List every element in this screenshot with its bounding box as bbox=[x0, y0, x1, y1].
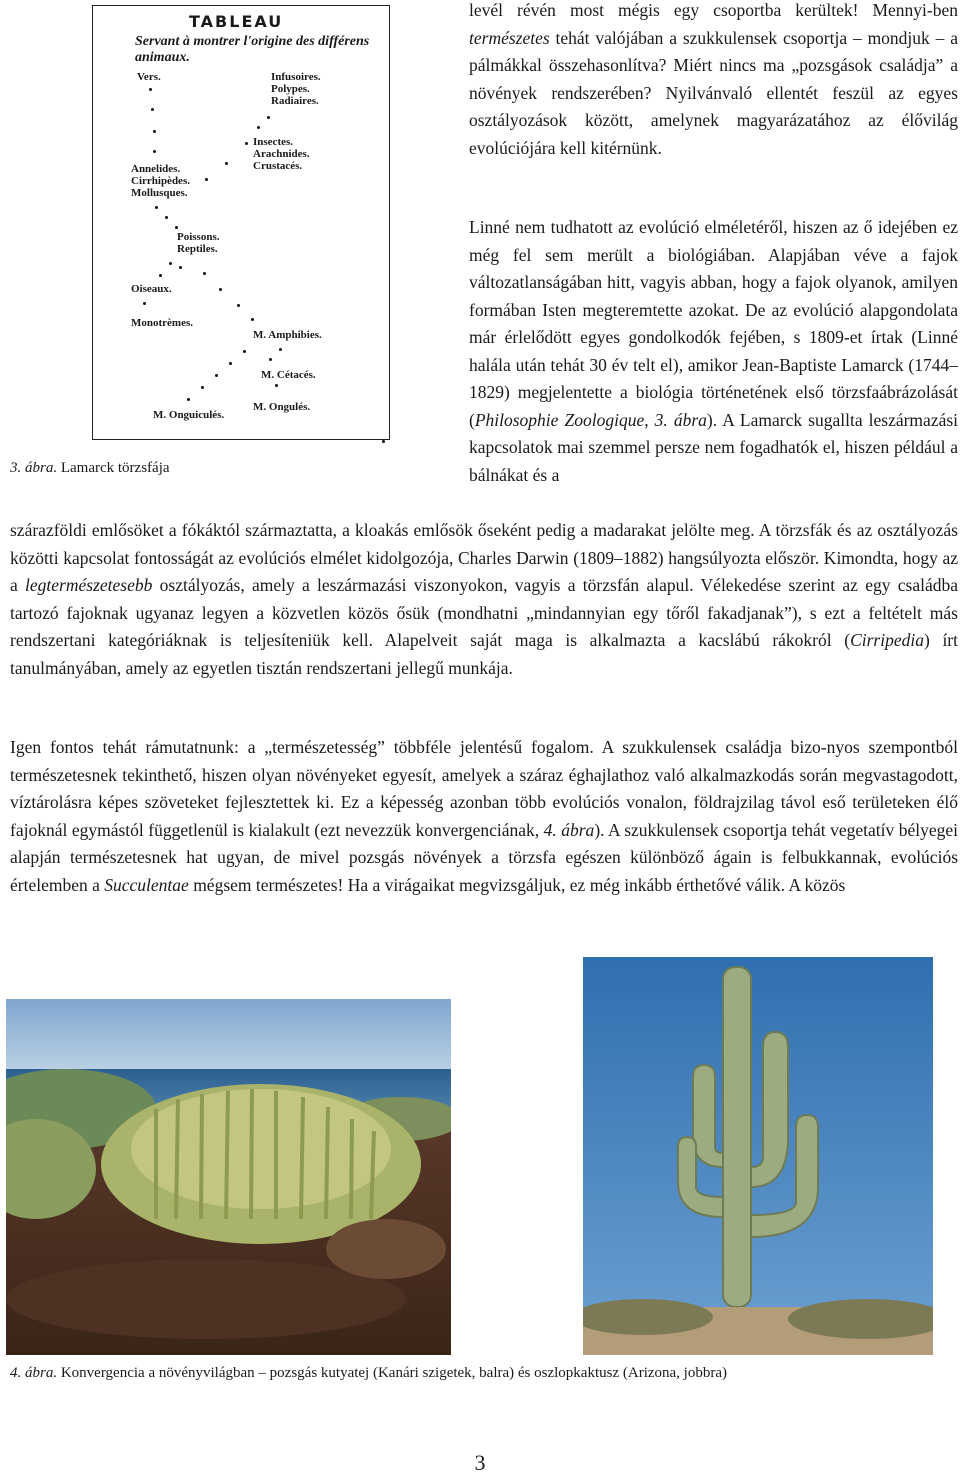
label-infusoires: Infusoires. bbox=[271, 71, 321, 83]
tree-dot bbox=[203, 272, 206, 275]
para1-em: természetes bbox=[469, 27, 550, 48]
tree-dot bbox=[269, 358, 272, 361]
label-oiseaux: Oiseaux. bbox=[131, 283, 172, 295]
tree-dot bbox=[267, 116, 270, 119]
para2-text-a: Linné nem tudhatott az evolúció elméletéről, hiszen az ő idejében ez még fel sem merült a biológiában. Alapjában véve a fajok változatlanságában hitt, vagyis abban, hogy a fajok olyanok, amilyen formában Isten megteremtette azokat. De az evolúció alapgondolata már érlelődött egyes gondolkodók fejében, s 1809-et írtak (Linné halála után tehát 30 év telt el), amikor Jean-Baptiste Lamarck (1744–1829) megjelentette a biológia történetének első törzsfaábrázolását ( bbox=[469, 217, 958, 430]
tree-dot bbox=[187, 398, 190, 401]
paragraph-1 bbox=[469, 0, 958, 162]
para2-em-b: 3. ábra bbox=[654, 409, 707, 430]
para3-em-b: Succulentae bbox=[104, 874, 189, 895]
tree-dot bbox=[245, 142, 248, 145]
label-onguicules: M. Onguiculés. bbox=[153, 409, 225, 421]
fig4-caption bbox=[10, 1365, 727, 1382]
tree-dot bbox=[155, 206, 158, 209]
tree-dot bbox=[169, 262, 172, 265]
tree-dot bbox=[179, 266, 182, 269]
tree-dot bbox=[251, 318, 254, 321]
fig3-caption-text: Lamarck törzsfája bbox=[57, 460, 170, 476]
para3-text-c: mégsem természetes! Ha a virágaikat megvizsgáljuk, ez még inkább érthetővé válik. A közös bbox=[188, 874, 846, 895]
tree-dot bbox=[243, 350, 246, 353]
label-mollusques: Mollusques. bbox=[131, 187, 188, 199]
para2c-text-c: ) írt tanulmányában, amely az egyetlen tisztán rendszertani jellegű munkája. bbox=[10, 630, 958, 678]
label-cirrhipedes: Cirrhipèdes. bbox=[131, 175, 190, 187]
paragraph-2 bbox=[469, 214, 958, 489]
label-vers: Vers. bbox=[137, 71, 161, 83]
para3-text-a: Igen fontos tehát rámutatnunk: a „természetesség” többféle jelentésű fogalom. A szukkulensek családja bizo-nyos szempontból természetesnek tekinthető, hiszen olyan növényeket egyesít, amelyek a száraz éghajlathoz való alkalmazkodás során megvastagodott, víztárolásra képes szöveteket fejlesztettek ki. Ez a képesség azonban több evolúciós vonalon, földrajzilag távol eső területeken élő fajoknál egymástól függetlenül is kialakult (ezt nevezzük konvergenciának, bbox=[10, 737, 958, 840]
para1-text-a: levél révén most mégis egy csoportba kerültek! Mennyi-ben bbox=[469, 0, 958, 20]
label-insectes: Insectes. bbox=[253, 136, 294, 148]
tree-dot bbox=[151, 108, 154, 111]
label-crustaces: Crustacés. bbox=[253, 160, 303, 172]
paragraph-3 bbox=[10, 734, 958, 899]
label-arachnides: Arachnides. bbox=[253, 148, 310, 160]
tree-dot bbox=[153, 150, 156, 153]
fig3-caption bbox=[10, 460, 170, 477]
page-number: 3 bbox=[474, 1450, 486, 1475]
paragraph-2-continued bbox=[10, 517, 958, 682]
tree-dot bbox=[159, 274, 162, 277]
tableau-title: TABLEAU bbox=[189, 12, 284, 31]
label-polypes: Polypes. bbox=[271, 83, 310, 95]
label-annelides: Annelides. bbox=[131, 163, 181, 175]
tree-dot bbox=[225, 162, 228, 165]
tree-dot bbox=[219, 288, 222, 291]
lamarck-tableau-figure bbox=[92, 5, 390, 440]
para2c-text-a: szárazföldi emlősöket a fókáktól származtatta, a kloakás emlősök őseként pedig a madarakat jelölte meg. A törzsfák és az osztályozás közötti kapcsolat fontosságát az evolúciós elmélet kidolgozója, Charles Darwin (1809–1882) hangsúlyozta először. Kimondta, hogy az a bbox=[10, 520, 958, 595]
photo-saguaro-arizona bbox=[583, 957, 933, 1355]
para2-text-c: ). A Lamarck sugallta leszármazási kapcsolatok mai szemmel persze nem fogadhatók el, hiszen például a bálnákat és a bbox=[469, 409, 959, 485]
fig4-caption-number: 4. ábra. bbox=[10, 1365, 58, 1381]
tree-dot bbox=[153, 130, 156, 133]
label-poissons: Poissons. bbox=[177, 231, 220, 243]
para2c-em-b: Cirripedia bbox=[850, 630, 924, 650]
label-ongules: M. Ongulés. bbox=[253, 401, 311, 413]
para3-em-a: 4. ábra bbox=[543, 819, 595, 840]
para2c-em-a: legtermészetesebb bbox=[25, 575, 153, 595]
tree-dot bbox=[143, 302, 146, 305]
tree-dot bbox=[201, 386, 204, 389]
tree-dot bbox=[165, 216, 168, 219]
para2-text-b: , bbox=[644, 409, 655, 430]
label-reptiles: Reptiles. bbox=[177, 243, 218, 255]
label-amphibies: M. Amphibies. bbox=[253, 329, 322, 341]
para3-text-b: ). A szukkulensek csoportja tehát vegetatív bélyegei alapján természetesnek hat ugyan, de mivel pozsgás növények a törzsfa egészen különböző ágain is felbukkannak, evolúciós értelemben a bbox=[10, 819, 958, 895]
tree-dot bbox=[175, 226, 178, 229]
tree-dot bbox=[149, 88, 152, 91]
para2c-text-b: osztályozás, amely a leszármazási viszonyokon, vagyis a törzsfán alapul. Vélekedése szerint az egy családba tartozó fajoknak ugyanaz legyen a közvetlen közös ősük (mondhatni „mindannyian egy tőről fakadjanak”), s ezt a feltételt más rendszertani kategóriáknak is teljesíteniük kell. Alapelveit saját maga is alkalmazta a kacslábú rákokról ( bbox=[10, 575, 958, 650]
tree-dot bbox=[257, 126, 260, 129]
label-cetaces: M. Cétacés. bbox=[261, 369, 316, 381]
para2-em-a: Philosophie Zoologique bbox=[474, 409, 645, 430]
photo-euphorbia-canary-islands bbox=[6, 999, 451, 1355]
tree-dot bbox=[279, 348, 282, 351]
stray-dot bbox=[382, 440, 385, 443]
fig4-caption-text: Konvergencia a növényvilágban – pozsgás kutyatej (Kanári szigetek, balra) és oszlopkaktusz (Arizona, jobbra) bbox=[57, 1365, 727, 1381]
tree-dot bbox=[275, 384, 278, 387]
fig3-caption-number: 3. ábra. bbox=[10, 460, 58, 476]
label-radiaires: Radiaires. bbox=[271, 95, 319, 107]
label-monotremes: Monotrèmes. bbox=[131, 317, 194, 329]
para1-text-b: tehát valójában a szukkulensek csoportja – mondjuk – a pálmákkal összehasonlítva? Miért nincs ma „pozsgások családja” a növények rendszerében? Nyilvánvaló ellentét feszül az egyes osztályozások között, amelynek magyarázatához az élővilág evolúciójára kell kitérnünk. bbox=[469, 27, 958, 158]
tree-dot bbox=[229, 362, 232, 365]
tree-dot bbox=[237, 304, 240, 307]
tree-dot bbox=[215, 374, 218, 377]
tree-dot bbox=[205, 178, 208, 181]
tableau-subtitle: Servant à montrer l'origine des différens animaux. bbox=[135, 34, 370, 65]
